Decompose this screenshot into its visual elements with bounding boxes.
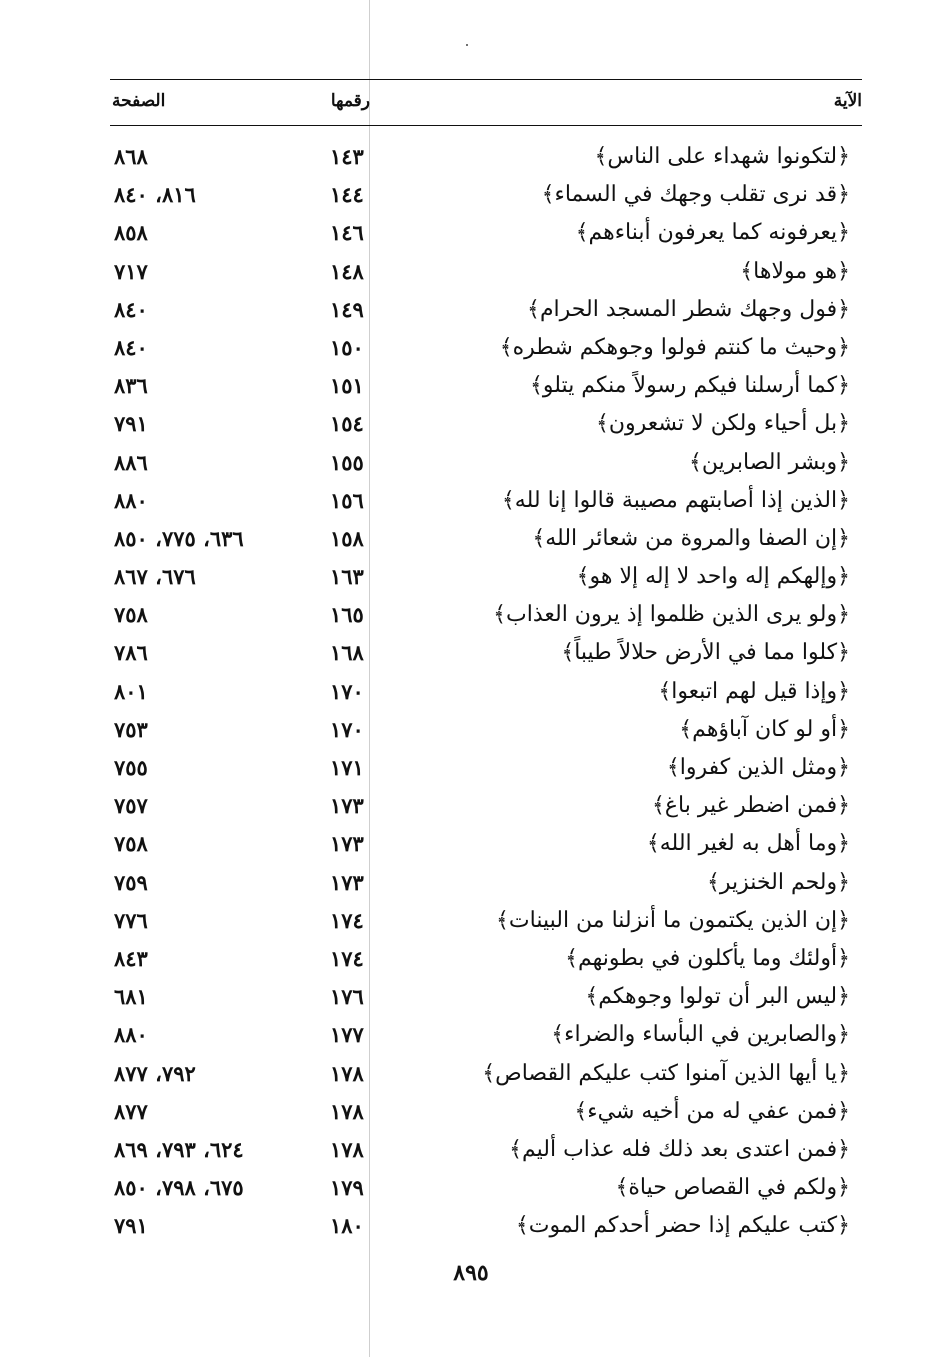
page-references: ٦٣٦، ٧٧٥، ٨٥٠ <box>114 525 244 551</box>
verse-text: ﴿إن الصفا والمروة من شعائر الله﴾ <box>532 525 850 551</box>
table-row <box>0 253 942 291</box>
page-references: ٧٥٣ <box>114 716 148 742</box>
page-references: ٨٦٨ <box>114 144 148 169</box>
table-row <box>0 673 942 711</box>
page-references: ٧٥٥ <box>114 755 148 780</box>
page-references: ٧٧٦ <box>114 907 148 933</box>
table-row <box>0 787 942 825</box>
verse-number: ١٧٧ <box>330 1022 364 1048</box>
verse-text: ﴿بل أحياء ولكن لا تشعرون﴾ <box>596 411 850 437</box>
table-row <box>0 711 942 749</box>
verse-text: ﴿والصابرين في البأساء والضراء﴾ <box>551 1022 850 1048</box>
page-references: ٦٢٤، ٧٩٣، ٨٦٩ <box>114 1136 244 1162</box>
verse-text: ﴿وما أهل به لغير الله﴾ <box>646 831 850 857</box>
page-number: ٨٩٥ <box>453 1260 489 1286</box>
verse-text: ﴿أو لو كان آباؤهم﴾ <box>679 716 850 742</box>
verse-number: ١٦٣ <box>330 564 364 590</box>
page-references: ٧٥٧ <box>114 793 148 819</box>
verse-text: ﴿قد نرى تقلب وجهك في السماء﴾ <box>541 182 850 208</box>
verse-text: ﴿ولكم في القصاص حياة﴾ <box>615 1175 850 1201</box>
table-row <box>0 138 942 176</box>
verse-text: ﴿ومثل الذين كفروا﴾ <box>666 755 850 780</box>
verse-text: ﴿فمن اعتدى بعد ذلك فله عذاب أليم﴾ <box>509 1136 850 1162</box>
verse-text: ﴿يعرفونه كما يعرفون أبناءهم﴾ <box>575 220 850 246</box>
table-row <box>0 978 942 1016</box>
verse-number: ١٧٨ <box>330 1098 364 1124</box>
verse-text: ﴿كلوا مما في الأرض حلالاً طيباً﴾ <box>561 640 850 666</box>
page-references: ٨٨٠ <box>114 1022 148 1048</box>
verse-number: ١٧٣ <box>330 831 364 857</box>
verse-text: ﴿ولو يرى الذين ظلموا إذ يرون العذاب﴾ <box>493 602 850 628</box>
verse-text: ﴿هو مولاها﴾ <box>740 258 850 284</box>
verse-text: ﴿إن الذين يكتمون ما أنزلنا من البينات﴾ <box>496 907 850 933</box>
verse-text: ﴿وبشر الصابرين﴾ <box>688 449 850 475</box>
table-row <box>0 634 942 672</box>
table-row <box>0 367 942 405</box>
table-row <box>0 1016 942 1054</box>
verse-number: ١٧٩ <box>330 1175 364 1201</box>
page-references: ٧١٧ <box>114 258 148 284</box>
verse-number: ١٧٣ <box>330 869 364 895</box>
table-row <box>0 1207 942 1245</box>
verse-number: ١٤٩ <box>330 296 364 322</box>
table-row <box>0 1169 942 1207</box>
table-row <box>0 214 942 252</box>
table-row <box>0 1093 942 1131</box>
verse-number: ١٧٠ <box>330 716 364 742</box>
verse-number: ١٥٥ <box>330 449 364 475</box>
verse-text: ﴿وإذا قيل لهم اتبعوا﴾ <box>658 678 850 704</box>
verse-number: ١٥٨ <box>330 525 364 551</box>
page-references: ٨٤٣ <box>114 945 148 971</box>
table-row <box>0 749 942 787</box>
verse-text: ﴿فول وجهك شطر المسجد الحرام﴾ <box>527 296 850 322</box>
table-row <box>0 1055 942 1093</box>
verse-number: ١٧٣ <box>330 793 364 819</box>
page-references: ٧٥٩ <box>114 869 148 895</box>
verse-number: ١٤٨ <box>330 258 364 284</box>
page-references: ٨٨٦ <box>114 449 148 475</box>
page-references: ٨٣٦ <box>114 373 148 399</box>
table-row <box>0 825 942 863</box>
verse-number: ١٦٥ <box>330 602 364 628</box>
verse-text: ﴿فمن اضطر غير باغ﴾ <box>652 793 850 819</box>
verse-number: ١٥٦ <box>330 487 364 513</box>
page-references: ٦٧٥، ٧٩٨، ٨٥٠ <box>114 1175 244 1201</box>
header-bottom-rule <box>110 125 862 126</box>
table-row <box>0 482 942 520</box>
page-references: ٦٨١ <box>114 984 148 1010</box>
verse-text: ﴿كتب عليكم إذا حضر أحدكم الموت﴾ <box>515 1213 850 1239</box>
header-top-rule <box>110 79 862 80</box>
table-row <box>0 864 942 902</box>
verse-text: ﴿وإلهكم إله واحد لا إله إلا هو﴾ <box>576 564 850 590</box>
verse-number: ١٤٤ <box>330 182 364 208</box>
column-header-page: الصفحة <box>112 91 166 111</box>
verse-number: ١٦٨ <box>330 640 364 666</box>
verse-text: ﴿ليس البر أن تولوا وجوهكم﴾ <box>585 984 850 1010</box>
verse-number: ١٧٤ <box>330 945 364 971</box>
verse-number: ١٥٠ <box>330 334 364 360</box>
table-row <box>0 558 942 596</box>
page-references: ٧٥٨ <box>114 831 148 857</box>
verse-text: ﴿ولحم الخنزير﴾ <box>707 869 850 895</box>
verse-number: ١٧٠ <box>330 678 364 704</box>
column-header-number: رقمها <box>330 91 370 111</box>
page-references: ٧٩٢، ٨٧٧ <box>114 1060 196 1086</box>
table-row <box>0 176 942 214</box>
verse-number: ١٧١ <box>330 755 364 780</box>
verse-number: ١٨٠ <box>330 1213 364 1239</box>
page-references: ٨٥٨ <box>114 220 148 246</box>
verse-number: ١٤٣ <box>330 144 364 169</box>
index-table <box>0 138 942 1245</box>
page-references: ٨١٦، ٨٤٠ <box>114 182 196 208</box>
verse-number: ١٧٨ <box>330 1136 364 1162</box>
page-references: ٨٠١ <box>114 678 148 704</box>
verse-number: ١٧٨ <box>330 1060 364 1086</box>
verse-number: ١٥١ <box>330 373 364 399</box>
verse-number: ١٤٦ <box>330 220 364 246</box>
page-references: ٦٧٦، ٨٦٧ <box>114 564 196 590</box>
verse-text: ﴿كما أرسلنا فيكم رسولاً منكم يتلو﴾ <box>530 373 850 399</box>
verse-text: ﴿الذين إذا أصابتهم مصيبة قالوا إنا لله﴾ <box>501 487 850 513</box>
page-references: ٨٤٠ <box>114 296 148 322</box>
page-references: ٨٧٧ <box>114 1098 148 1124</box>
verse-text: ﴿فمن عفي له من أخيه شيء﴾ <box>574 1098 850 1124</box>
table-row <box>0 291 942 329</box>
table-row <box>0 596 942 634</box>
table-row <box>0 520 942 558</box>
verse-number: ١٥٤ <box>330 411 364 437</box>
page-references: ٧٨٦ <box>114 640 148 666</box>
verse-text: ﴿لتكونوا شهداء على الناس﴾ <box>594 144 850 169</box>
page-references: ٨٤٠ <box>114 334 148 360</box>
page-references: ٧٥٨ <box>114 602 148 628</box>
verse-text: ﴿وحيث ما كنتم فولوا وجوهكم شطره﴾ <box>499 334 850 360</box>
page-references: ٨٨٠ <box>114 487 148 513</box>
table-row <box>0 940 942 978</box>
column-header-verse: الآية <box>833 91 862 111</box>
verse-text: ﴿أولئك وما يأكلون في بطونهم﴾ <box>565 945 850 971</box>
table-row <box>0 902 942 940</box>
page-references: ٧٩١ <box>114 1213 148 1239</box>
print-speck <box>466 44 468 46</box>
table-row <box>0 1131 942 1169</box>
page-references: ٧٩١ <box>114 411 148 437</box>
table-row <box>0 444 942 482</box>
verse-text: ﴿يا أيها الذين آمنوا كتب عليكم القصاص﴾ <box>482 1060 850 1086</box>
verse-number: ١٧٦ <box>330 984 364 1010</box>
verse-number: ١٧٤ <box>330 907 364 933</box>
table-row <box>0 405 942 443</box>
table-row <box>0 329 942 367</box>
